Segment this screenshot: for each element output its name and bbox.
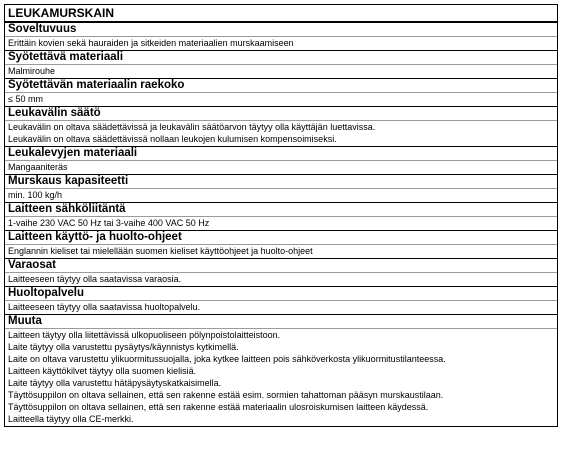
- spec-section: [5, 259, 557, 287]
- section-line: Laite on oltava varustettu ylikuormitussuojalla, joka kytkee laitteen pois sähköverkosta ylikuormitustilanteessa.: [8, 354, 446, 364]
- section-line: Laitteen täytyy olla liitettävissä ulkopuoliseen pölynpoistolaitteistoon.: [8, 330, 281, 340]
- spec-section: [5, 107, 557, 147]
- sections-container: [5, 23, 557, 426]
- section-body: [5, 217, 557, 230]
- spec-section: [5, 287, 557, 315]
- section-line: Täyttösuppilon on oltava sellainen, että sen rakenne estää materiaalin ulosroiskumisen laitteen käydessä.: [8, 402, 429, 412]
- section-line: Malmirouhe: [8, 66, 56, 76]
- section-line: Laite täytyy olla varustettu pysäytys/käynnistys kytkimellä.: [8, 342, 239, 352]
- section-heading: Leukalevyjen materiaali: [5, 147, 557, 161]
- section-line: Laite täytyy olla varustettu hätäpysäytyskatkaisimella.: [8, 378, 222, 388]
- section-body: [5, 37, 557, 50]
- section-heading: Muuta: [5, 315, 557, 329]
- section-heading: Syötettävä materiaali: [5, 51, 557, 65]
- spec-section: [5, 79, 557, 107]
- section-line: Englannin kieliset tai mielellään suomen kieliset käyttöohjeet ja huolto-ohjeet: [8, 246, 313, 256]
- spec-section: [5, 175, 557, 203]
- section-line: Laitteella täytyy olla CE-merkki.: [8, 414, 134, 424]
- section-heading: Soveltuvuus: [5, 23, 557, 37]
- section-heading: Murskaus kapasiteetti: [5, 175, 557, 189]
- section-body: [5, 245, 557, 258]
- section-heading: Leukavälin säätö: [5, 107, 557, 121]
- section-heading: Varaosat: [5, 259, 557, 273]
- section-body: [5, 161, 557, 174]
- section-body: [5, 273, 557, 286]
- section-line: Laitteen käyttökilvet täytyy olla suomen kielisiä.: [8, 366, 197, 376]
- section-body: [5, 65, 557, 78]
- section-heading: Laitteen sähköliitäntä: [5, 203, 557, 217]
- section-line: Täyttösuppilon on oltava sellainen, että sen rakenne estää esim. sormien tahattoman pääsyn murskaustilaan.: [8, 390, 444, 400]
- section-body: [5, 329, 557, 426]
- section-body: [5, 301, 557, 314]
- spec-section: [5, 147, 557, 175]
- section-heading: Huoltopalvelu: [5, 287, 557, 301]
- section-line: min. 100 kg/h: [8, 190, 63, 200]
- section-line: Leukavälin on oltava säädettävissä nollaan leukojen kulumisen kompensoimiseksi.: [8, 134, 337, 144]
- section-line: Mangaaniteräs: [8, 162, 68, 172]
- section-line: Erittäin kovien sekä hauraiden ja sitkeiden materiaalien murskaamiseen: [8, 38, 294, 48]
- section-body: [5, 93, 557, 106]
- section-heading: Syötettävän materiaalin raekoko: [5, 79, 557, 93]
- spec-table: [4, 4, 558, 427]
- section-body: [5, 189, 557, 202]
- spec-section: [5, 203, 557, 231]
- section-line: Laitteeseen täytyy olla saatavissa varaosia.: [8, 274, 182, 284]
- spec-section: [5, 23, 557, 51]
- spec-section: [5, 231, 557, 259]
- section-line: Leukavälin on oltava säädettävissä ja leukavälin säätöarvon täytyy olla käyttäjän luettavissa.: [8, 122, 376, 132]
- section-body: [5, 121, 557, 146]
- table-title: LEUKAMURSKAIN: [5, 5, 557, 23]
- spec-section: [5, 315, 557, 426]
- section-line: Laitteeseen täytyy olla saatavissa huoltopalvelu.: [8, 302, 201, 312]
- spec-section: [5, 51, 557, 79]
- section-line: 1-vaihe 230 VAC 50 Hz tai 3-vaihe 400 VAC 50 Hz: [8, 218, 210, 228]
- section-heading: Laitteen käyttö- ja huolto-ohjeet: [5, 231, 557, 245]
- section-line: ≤ 50 mm: [8, 94, 43, 104]
